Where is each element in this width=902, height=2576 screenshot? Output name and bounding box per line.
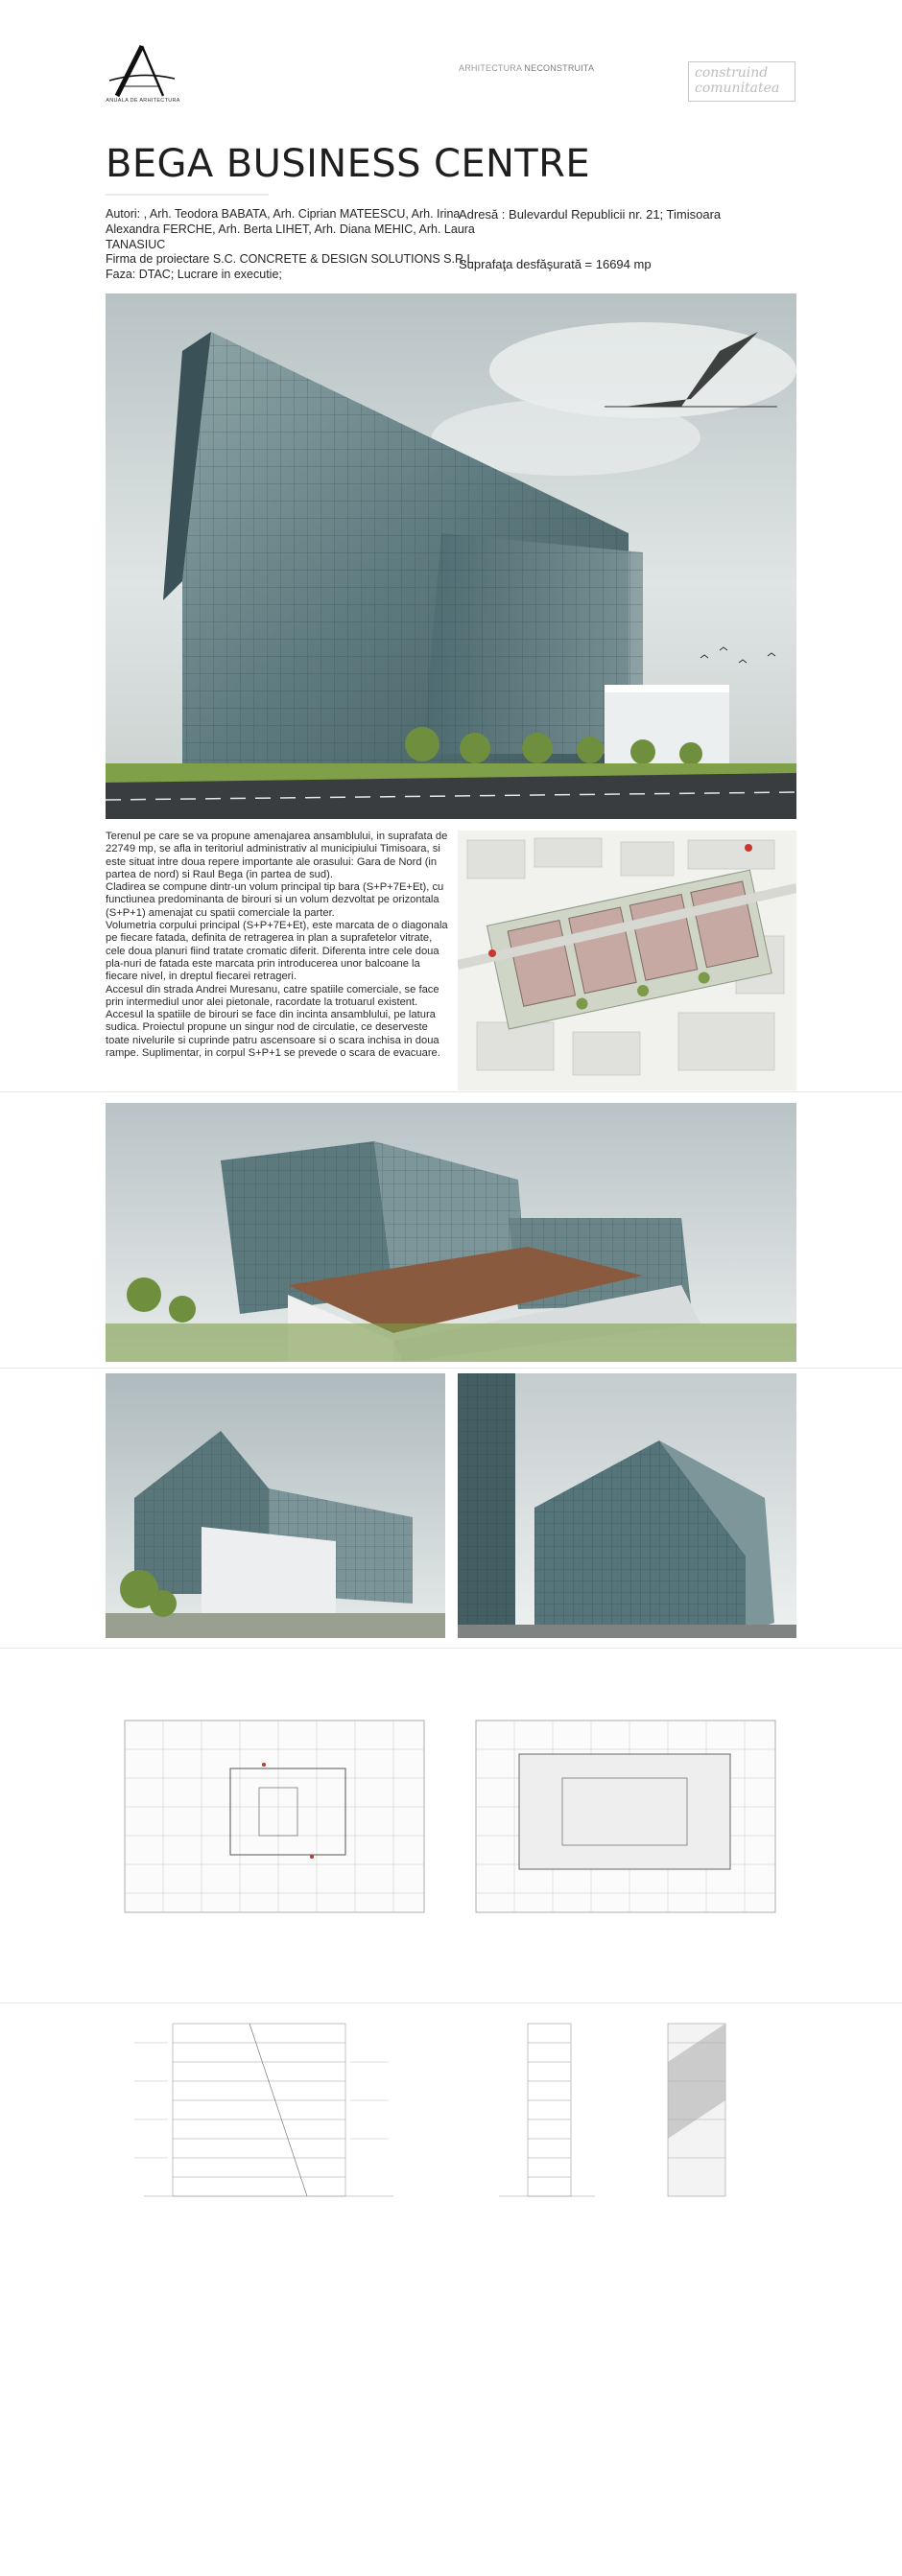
stamp-line-1: construind xyxy=(695,65,769,81)
category-prefix: ARHITECTURA xyxy=(459,63,522,73)
construind-comunitatea-stamp xyxy=(688,61,795,102)
longitudinal-section-drawing xyxy=(115,2004,413,2215)
description-paragraph: Terenul pe care se va propune amenajarea ansamblului, in suprafata de 22749 mp, se afla in teritoriul administrativ al municipiului Timisoara, si este situat intre doua repere importante ale orasului: Gara de Nord (in partea de nord) si Raul Bega (in partea de sud). xyxy=(106,831,448,880)
typical-floor-plan-drawing xyxy=(466,1711,785,1922)
title-rule xyxy=(106,194,269,196)
project-description xyxy=(106,831,449,1060)
project-title: BEGA BUSINESS CENTRE xyxy=(106,142,591,186)
divider xyxy=(0,2002,902,2003)
perspective-render-left xyxy=(106,1373,445,1638)
credits-line: Alexandra FERCHE, Arh. Berta LIHET, Arh. Diana MEHIC, Arh. Laura xyxy=(106,222,475,236)
aerial-render-image xyxy=(106,1103,796,1362)
site-plan-image xyxy=(458,831,796,1090)
perspective-render-right xyxy=(458,1373,796,1638)
description-paragraph: Volumetria corpului principal (S+P+7E+Et), este marcata de o diagonala pe fiecare fatada, definita de retragerea in plan a suprafetelor vitrate, cele doua planuri fiind tratate cromatic diferit. Diferenta intre cele doua pla-nuri de fatada este marcata prin introducerea unor balcoane la fiecare nivel, in dreptul fiecarei retrageri. xyxy=(106,920,448,983)
divider xyxy=(0,1648,902,1649)
credits-line: Faza: DTAC; Lucrare in executie; xyxy=(106,268,282,282)
main-render-image xyxy=(106,293,796,819)
category-label xyxy=(459,63,594,73)
credits-line: TANASIUC xyxy=(106,237,166,251)
divider xyxy=(0,1368,902,1369)
logo-text: ANUALA DE ARHITECTURA xyxy=(106,98,180,104)
ground-floor-plan-drawing xyxy=(115,1711,434,1922)
project-address: Adresă : Bulevardul Republicii nr. 21; Timisoara xyxy=(459,207,722,222)
credits-line: Autori: , Arh. Teodora BABATA, Arh. Ciprian MATEESCU, Arh. Irina xyxy=(106,207,461,221)
project-credits xyxy=(106,207,485,283)
description-paragraph: Accesul din strada Andrei Muresanu, catre spatiile comerciale, se face prin intermediul unor alei pietonale, racordate la trotuarul existent. xyxy=(106,983,439,1008)
divider xyxy=(0,1091,902,1092)
cross-section-drawing xyxy=(489,2004,605,2215)
category-name: NECONSTRUITA xyxy=(524,63,595,73)
facade-detail-drawing xyxy=(649,2004,764,2215)
project-surface: Suprafaţa desfăşurată = 16694 mp xyxy=(459,257,652,271)
description-paragraph: Cladirea se compune dintr-un volum principal tip bara (S+P+7E+Et), cu functiunea predominanta de birouri si un volum dezvoltat pe orizontala (S+P+1) amenajat cu spatii comerciale la parter. xyxy=(106,881,444,919)
credits-line: Firma de proiectare S.C. CONCRETE & DESIGN SOLUTIONS S.R.L. xyxy=(106,252,477,267)
description-paragraph: Accesul la spatiile de birouri se face din incinta ansamblului, pe latura sudica. Proiectul propune un singur nod de circulatie, ce deserveste toate nivelurile si cuprinde patru ascensoare si o scara inchisa in doua rampe. Suplimentar, in corpul S+P+1 se prevede o scara de evacuare. xyxy=(106,1009,440,1060)
stamp-line-2: comunitatea xyxy=(695,81,780,96)
